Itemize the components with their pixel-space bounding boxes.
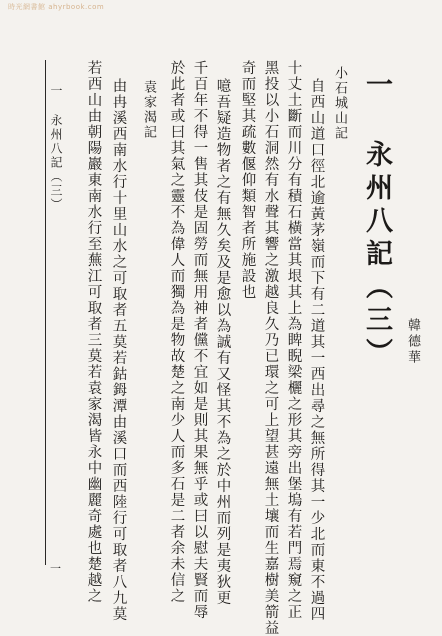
section-heading-small-stone-city: 小石城山記 [332, 66, 347, 141]
text-column: 黑投以小石洞然有水聲其響之激越良久乃已環之可上望甚遠無土壤而生嘉樹美箭益 [262, 60, 279, 636]
text-column: 千百年不得一售其伎是固勞而無用神者儻不宜如是則其果無乎或曰以慰夫賢而辱 [191, 60, 208, 620]
text-column: 奇而堅其疏數偃仰類智者所施設也 [239, 60, 256, 300]
text-column: 若西山由朝陽巖東南水行至蕪江可取者三莫若袁家渴皆永中幽麗奇處也楚越之 [85, 60, 102, 604]
page-title: 一 永州八記（三） [361, 70, 392, 371]
text-column: 自西山道口徑北逾黃茅嶺而下有二道其一西出尋之無所得其一少北而東不過四 [308, 78, 325, 622]
page-mark: 一 [50, 562, 61, 575]
text-column: 十丈土斷而川分有積石橫當其垠其上為睥睨梁欐之形其旁出堡塢有若門焉窺之正 [285, 60, 302, 620]
running-footer-title: 一 永州八記（三） [49, 84, 63, 212]
text-column: 由冉溪西南水行十里山水之可取者五莫若鈷鉧潭由溪口而西陸行可取者八九莫 [110, 78, 127, 622]
watermark-text: 時光網書館 ahyrbook.com [8, 3, 105, 11]
author-name: 韓德華 [405, 318, 420, 366]
text-column: 於此者或曰其氣之靈不為偉人而獨為是物故楚之南少人而多石是二者余未信之 [168, 60, 185, 604]
section-heading-yuan-family-pool: 袁家渴記 [141, 80, 156, 140]
footer-rule [45, 60, 46, 565]
text-column: 噫吾疑造物者之有無久矣及是愈以為誠有又怪其不為之於中州而列是夷狄更 [214, 78, 231, 606]
